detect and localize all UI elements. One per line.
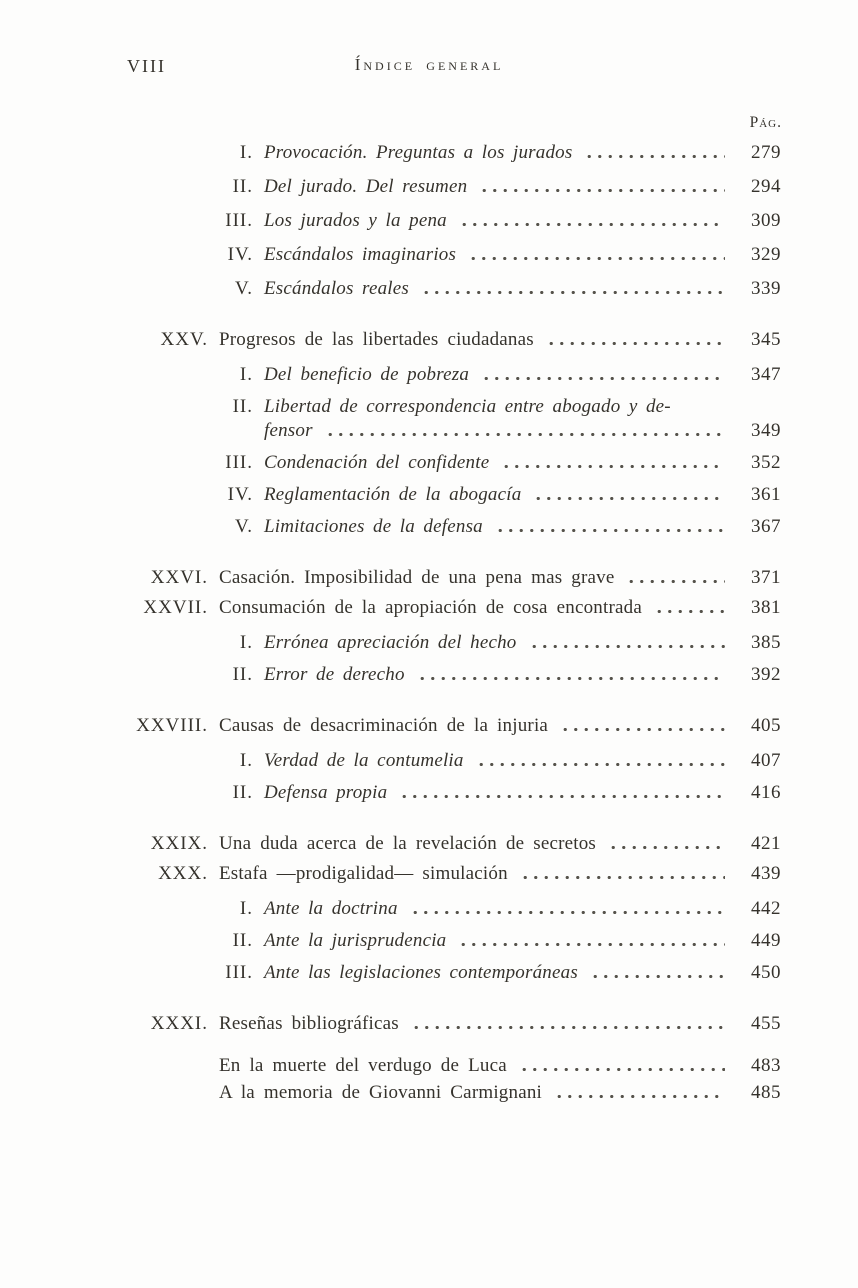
dot-leader [520,876,725,879]
toc-entry-page: 347 [751,364,781,385]
toc-entry-title: Condenación del confidente [264,452,490,473]
toc-entry-number: XXVIII. [136,715,208,736]
toc-entry-page: 439 [751,863,781,884]
toc-entry-number: XXXI. [150,1013,208,1034]
toc-entry-title: Errónea apreciación del hecho [264,632,517,653]
dot-leader [495,529,725,532]
toc-entry-page: 349 [751,420,781,441]
toc-entry-number: III. [225,210,253,231]
toc-entry-title: Del jurado. Del resumen [264,176,468,197]
toc-entry [120,207,781,234]
toc-entry-title: Una duda acerca de la revelación de secretos [219,833,597,854]
toc-entry [120,564,781,591]
dot-leader [459,223,725,226]
toc-entry-page: 294 [751,176,781,197]
toc-entry-page: 485 [751,1082,781,1103]
dot-leader [554,1095,725,1098]
toc-entry-page: 309 [751,210,781,231]
toc-entry-title: Estafa —prodigalidad— simulación [219,863,508,884]
toc-entry-title: Defensa propia [264,782,388,803]
dot-leader [590,975,725,978]
toc-entry-page: 483 [751,1055,781,1076]
dot-leader [533,497,725,500]
toc-entry-page: 407 [751,750,781,771]
toc-entry-number: IV. [227,484,253,505]
toc-entry [120,361,781,388]
toc-entry-page: 392 [751,664,781,685]
toc-entry [120,1079,781,1106]
toc-entry [120,393,781,420]
toc-entry-title: Del beneficio de pobreza [264,364,470,385]
toc-entry-number: V. [234,516,253,537]
dot-leader [626,580,725,583]
toc-entry-number: XXVII. [143,597,208,618]
toc-entry [120,1052,781,1079]
toc-entry [120,712,781,739]
toc-entry-title: Consumación de la apropiación de cosa encontrada [219,597,642,618]
toc-entry-title: Ante la jurisprudencia [264,930,447,951]
toc-entry [120,860,781,887]
toc-entry-number: XXX. [158,863,208,884]
toc-entry-page: 279 [751,142,781,163]
toc-entry-number: II. [232,782,253,803]
toc-entry [120,173,781,200]
dot-leader [458,943,725,946]
toc-entry [120,1010,781,1037]
toc-entry-page: 405 [751,715,781,736]
toc-entry [120,959,781,986]
dot-leader [479,189,725,192]
dot-leader [410,911,725,914]
toc-entry [120,326,781,353]
toc-entry-title: fensor [264,420,313,441]
dot-leader [501,465,725,468]
toc-entry-page: 442 [751,898,781,919]
dot-leader [529,645,725,648]
toc-entry-number: III. [225,962,253,983]
dot-leader [417,677,725,680]
toc-entry-page: 345 [751,329,781,350]
toc-entry [120,481,781,508]
dot-leader [584,155,725,158]
dot-leader [468,257,725,260]
toc-entry-page: 339 [751,278,781,299]
toc-entry-number: I. [239,750,253,771]
toc-entry-title: Libertad de correspondencia entre abogado y de- [264,396,671,417]
toc-entry-title: Limitaciones de la defensa [264,516,483,537]
dot-leader [654,610,725,613]
toc-list [120,139,781,1106]
toc-entry-page: 450 [751,962,781,983]
toc-entry-page: 455 [751,1013,781,1034]
toc-entry [120,927,781,954]
toc-entry-page: 361 [751,484,781,505]
toc-entry-title: En la muerte del verdugo de Luca [219,1055,507,1076]
toc-entry-page: 329 [751,244,781,265]
toc-entry-page: 371 [751,567,781,588]
toc-entry-number: IV. [227,244,253,265]
toc-entry [120,139,781,166]
toc-entry-page: 416 [751,782,781,803]
toc-entry-number: XXIX. [150,833,208,854]
toc-entry [120,830,781,857]
toc-entry-page: 449 [751,930,781,951]
toc-entry-title: Casación. Imposibilidad de una pena mas grave [219,567,615,588]
toc-entry-number: III. [225,452,253,473]
toc-entry [120,417,781,444]
dot-leader [325,433,725,436]
toc-entry-number: I. [239,632,253,653]
toc-entry [120,661,781,688]
toc-entry-title: Ante las legislaciones contemporáneas [264,962,578,983]
toc-entry-number: II. [232,930,253,951]
toc-entry-title: Reglamentación de la abogacía [264,484,522,505]
toc-entry-title: Los jurados y la pena [264,210,447,231]
toc-entry-number: I. [239,364,253,385]
dot-leader [560,728,725,731]
toc-entry-title: Escándalos reales [264,278,409,299]
dot-leader [546,342,725,345]
toc-entry-title: A la memoria de Giovanni Carmignani [219,1082,543,1103]
folio-page-number: VIII [127,56,166,76]
toc-entry [120,513,781,540]
toc-entry-number: I. [239,142,253,163]
running-title: Índice general [354,55,504,74]
toc-entry-page: 367 [751,516,781,537]
toc-entry [120,779,781,806]
toc-entry-title: Escándalos imaginarios [264,244,457,265]
toc-entry [120,594,781,621]
dot-leader [421,291,725,294]
toc-entry [120,241,781,268]
toc-entry [120,747,781,774]
dot-leader [411,1026,725,1029]
toc-entry [120,275,781,302]
toc-entry-number: XXVI. [150,567,208,588]
toc-entry [120,895,781,922]
toc-entry-title: Error de derecho [264,664,405,685]
toc-entry-page: 421 [751,833,781,854]
toc-entry-number: XXV. [160,329,208,350]
toc-entry-title: Causas de desacriminación de la injuria [219,715,549,736]
toc-entry-number: I. [239,898,253,919]
toc-entry-title: Reseñas bibliográficas [219,1013,399,1034]
toc-entry-title: Ante la doctrina [264,898,398,919]
toc-entry-page: 352 [751,452,781,473]
dot-leader [476,763,725,766]
dot-leader [399,795,725,798]
toc-entry-title: Progresos de las libertades ciudadanas [219,329,534,350]
toc-entry-number: V. [234,278,253,299]
toc-entry-number: II. [232,176,253,197]
toc-entry-number: II. [232,396,253,417]
toc-entry [120,629,781,656]
toc-entry [120,449,781,476]
dot-leader [519,1068,725,1071]
toc-entry-number: II. [232,664,253,685]
page-column-label: Pág. [749,114,782,131]
dot-leader [608,846,725,849]
toc-entry-title: Provocación. Preguntas a los jurados [264,142,573,163]
toc-entry-page: 385 [751,632,781,653]
toc-entry-title: Verdad de la contumelia [264,750,464,771]
toc-entry-page: 381 [751,597,781,618]
dot-leader [481,377,725,380]
